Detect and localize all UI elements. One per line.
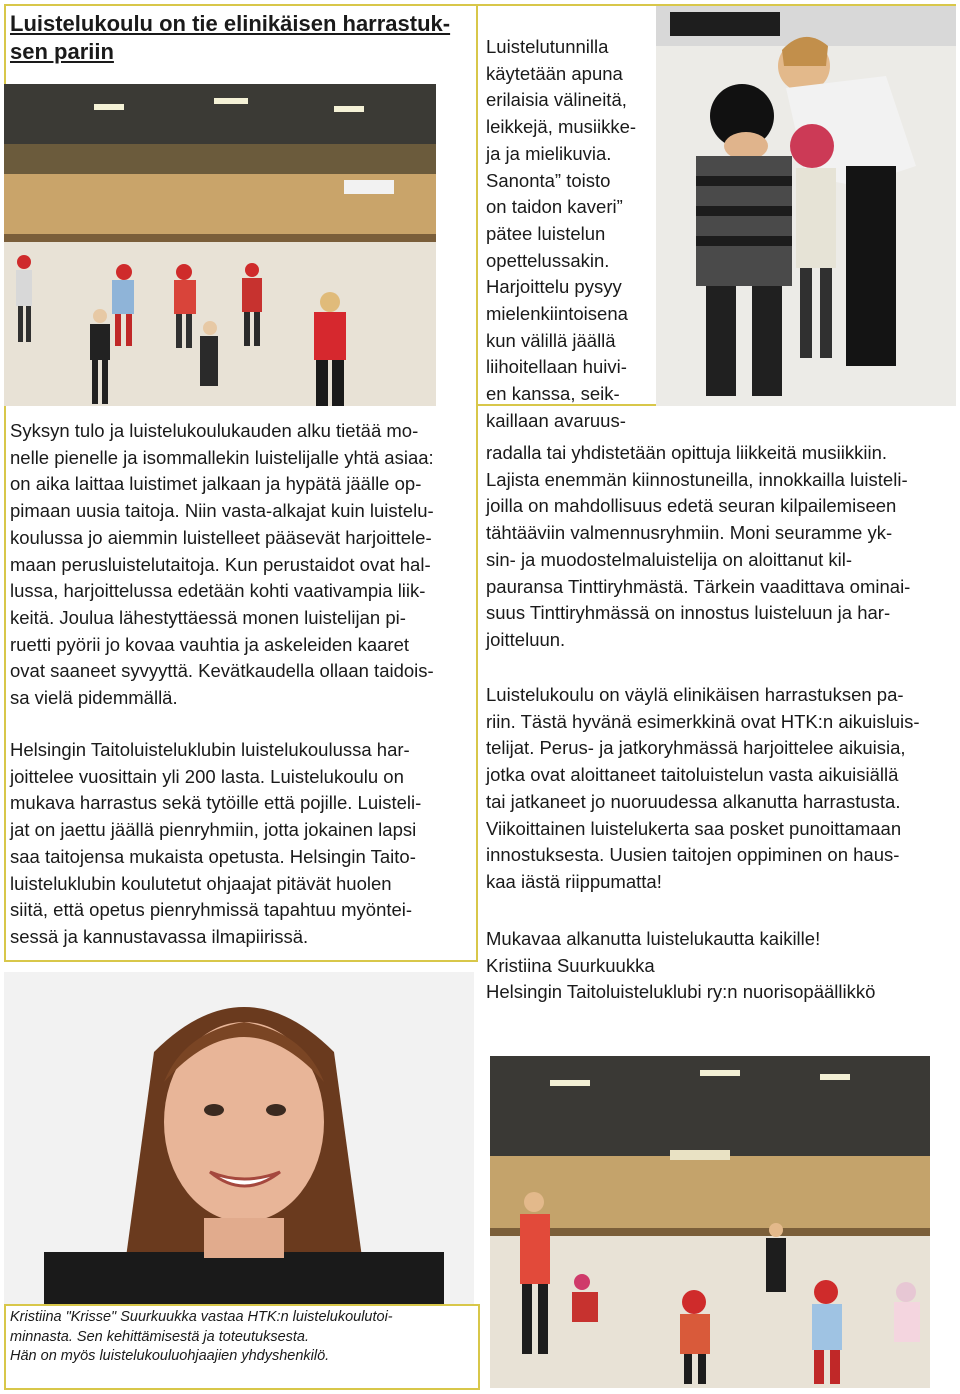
article-title: Luistelukoulu on tie elinikäisen harrastuk- sen pariin: [10, 11, 451, 64]
photo-portrait: [4, 972, 474, 1304]
right-paragraph-1: radalla tai yhdistetään opittuja liikkeitä musiikkiin. Lajista enemmän kiinnostuneilla, innokkailla luisteli- joilla on mahdollisuus edetä seuran kilpailemiseen tähtääviin valmennusryhmiin. Moni seuramme yk- sin- ja muodostelmaluistelija on aloittanut kil- pauransa Tinttiryhmästä. Tärkein vaadittava ominai- suus Tinttiryhmässä on innostus luisteluun ja har- joitteluun.: [486, 442, 911, 650]
right-paragraph-2: Luistelukoulu on väylä elinikäisen harrastuksen pa- riin. Tästä hyvänä esimerkkinä ovat HTK:n aikuisluis- telijat. Perus- ja jatkoryhmässä harjoittelee aikuisia, jotka ovat aloittaneet taitoluistelun vasta aikuisiällä tai jatkaneet jo nuoruudessa alkanutta harrastusta. Viikoittainen luistelukerta saa posket punoittamaan innostuksesta. Uusien taitojen oppiminen on haus- kaa iästä riippumatta!: [486, 684, 920, 892]
photo-coach-helping: [656, 6, 956, 406]
photo-skating-kids: [490, 1056, 930, 1388]
portrait-caption: Kristiina "Krisse" Suurkuukka vastaa HTK:n luistelukoulutoi- minnasta. Sen kehittämisestä ja toteutuksesta. Hän on myös luistelukouluohjaajien yhdyshenkilö.: [10, 1309, 393, 1364]
skating-class-image: [4, 84, 436, 406]
portrait-image: [4, 972, 474, 1304]
right-signature: Mukavaa alkanutta luistelukautta kaikille! Kristiina Suurkuukka Helsingin Taitoluisteluklubi ry:n nuorisopäällikkö: [486, 928, 876, 1003]
skating-kids-image: [490, 1056, 930, 1388]
intro-narrow-text: Luistelutunnilla käytetään apuna erilaisia välineitä, leikkejä, musiikke- ja ja mielikuvia. Sanonta” toisto on taidon kaveri” pätee luistelun opettelussakin. Harjoittelu pysyy mielenkiintoisena kun välillä jäällä liihoitellaan huivi- en kanssa, seik- kaillaan avaruus-: [486, 36, 637, 431]
coach-helping-image: [656, 6, 956, 406]
left-paragraph-1: Syksyn tulo ja luistelukoulukauden alku tietää mo- nelle pienelle ja isommallekin luistelijalle yhtä asiaa: on aika laittaa luistimet jalkaan ja hypätä jäälle op- pimaan uusia taitoja. Niin vasta-alkajat kuin luistelu- koulussa jo aiemmin luistelleet pääsevät harjoittele- maan perusluistelutaitoja. Kun perustaidot ovat hal- lussa, harjoittelussa edetään kohti vaativampia liik- keitä. Joulua lähestyttäessä monen luistelijan pi- ruetti pyörii jo kovaa vauhtia ja askeleiden kaaret ovat saaneet syvyyttä. Kevätkaudella ollaan taidois- sa vielä pidemmällä.: [10, 420, 434, 709]
left-paragraph-2: Helsingin Taitoluisteluklubin luistelukoulussa har- joittelee vuosittain yli 200 lasta. Luistelukoulu on mukava harrastus sekä tytöille että pojille. Luisteli- jat on jaettu jäällä pienryhmiin, jotta jokainen lapsi saa taitojensa mukaista opetusta. Helsingin Taito- luisteluklubin koulutetut ohjaajat pitävät huolen siitä, että opetus pienryhmissä tapahtuu myöntei- sessä ja kannustavassa ilmapiirissä.: [10, 739, 422, 947]
photo-skating-class: [4, 84, 436, 406]
